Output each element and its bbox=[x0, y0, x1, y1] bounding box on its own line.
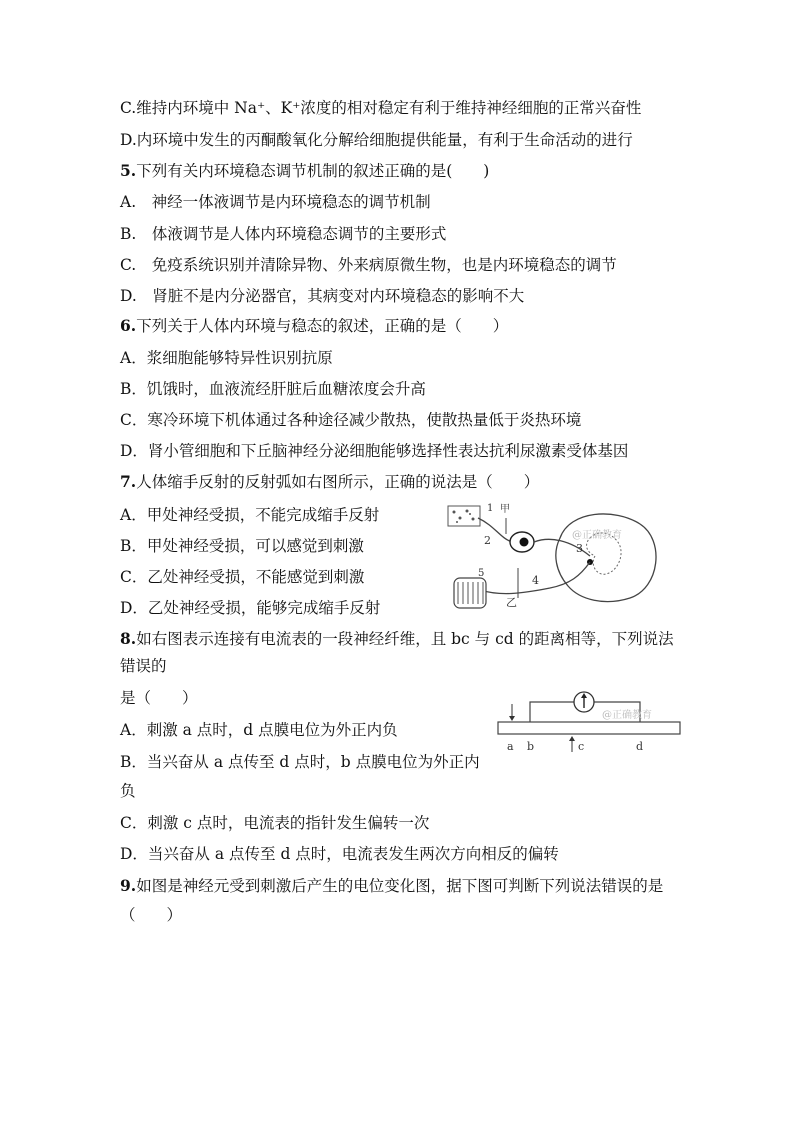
q7-option-d: D．乙处神经受损，能够完成缩手反射 bbox=[120, 599, 381, 617]
muscle-icon bbox=[454, 578, 486, 608]
q6-stem-text: 下列关于人体内环境与稳态的叙述，正确的是（ ） bbox=[136, 317, 509, 335]
spinal-cord bbox=[556, 514, 656, 602]
q5-option-c: C. 免疫系统识别并清除异物、外来病原微生物，也是内环境稳态的调节 bbox=[120, 256, 617, 274]
label-d: d bbox=[636, 740, 644, 753]
q9-paren: （ ） bbox=[120, 906, 183, 924]
reflex-arc-figure bbox=[440, 498, 685, 616]
q4-option-d: D.内环境中发生的丙酮酸氧化分解给细胞提供能量，有利于生命活动的进行 bbox=[120, 131, 633, 149]
label-1: 1 bbox=[487, 503, 494, 514]
q5-option-a: A. 神经一体液调节是内环境稳态的调节机制 bbox=[120, 193, 431, 211]
receptor-icon bbox=[448, 506, 480, 526]
q9-stem bbox=[120, 876, 663, 896]
q8-option-b-cont: 负 bbox=[120, 782, 136, 800]
q5-option-b: B. 体液调节是人体内环境稳态调节的主要形式 bbox=[120, 225, 447, 243]
q8-number: 8. bbox=[120, 629, 137, 648]
q7-number: 7. bbox=[120, 472, 137, 491]
q8-stem-line2: 错误的 bbox=[120, 657, 167, 675]
nerve-fiber bbox=[498, 722, 680, 734]
q8-option-a: A．刺激 a 点时，d 点膜电位为外正内负 bbox=[120, 721, 398, 739]
q6-option-b: B．饥饿时，血液流经肝脏后血糖浓度会升高 bbox=[120, 380, 426, 398]
q8-option-c: C．刺激 c 点时，电流表的指针发生偏转一次 bbox=[120, 814, 430, 832]
q5-stem bbox=[120, 161, 489, 181]
q4-option-c: C.维持内环境中 Na⁺、K⁺浓度的相对稳定有利于维持神经细胞的正常兴奋性 bbox=[120, 99, 642, 117]
q9-number: 9. bbox=[120, 876, 137, 895]
q7-stem bbox=[120, 472, 539, 492]
label-a: a bbox=[507, 740, 514, 753]
q6-stem bbox=[120, 316, 508, 336]
q8-stem-text: 如右图表示连接有电流表的一段神经纤维，且 bc 与 cd 的距离相等，下列说法 bbox=[136, 630, 674, 648]
label-jia: 甲 bbox=[500, 504, 510, 515]
q8-stem-line1 bbox=[120, 629, 674, 649]
q5-option-d: D. 肾脏不是内分泌器官，其病变对内环境稳态的影响不大 bbox=[120, 287, 525, 305]
q8-option-b: B．当兴奋从 a 点传至 d 点时，b 点膜电位为外正内 bbox=[120, 753, 480, 771]
label-yi: 乙 bbox=[506, 596, 517, 609]
q7-option-c: C．乙处神经受损，不能感觉到刺激 bbox=[120, 568, 365, 586]
q6-option-c: C．寒冷环境下机体通过各种途径减少散热，使散热量低于炎热环境 bbox=[120, 411, 582, 429]
q6-option-a: A．浆细胞能够特异性识别抗原 bbox=[120, 349, 333, 367]
label-2: 2 bbox=[484, 534, 491, 547]
q8-stem-line3: 是（ ） bbox=[120, 689, 198, 707]
q6-option-d: D．肾小管细胞和下丘脑神经分泌细胞能够选择性表达抗利尿激素受体基因 bbox=[120, 442, 629, 460]
label-3: 3 bbox=[576, 542, 583, 555]
q6-number: 6. bbox=[120, 316, 137, 335]
label-b: b bbox=[527, 740, 535, 753]
nerve-fiber-figure bbox=[494, 688, 684, 758]
q8-option-d: D．当兴奋从 a 点传至 d 点时，电流表发生两次方向相反的偏转 bbox=[120, 845, 559, 863]
watermark: @正确教育 bbox=[602, 710, 652, 721]
q7-option-a: A．甲处神经受损，不能完成缩手反射 bbox=[120, 506, 380, 524]
label-4: 4 bbox=[532, 574, 539, 587]
label-c: c bbox=[578, 740, 585, 753]
watermark: @正确教育 bbox=[572, 530, 622, 541]
q9-stem-text: 如图是神经元受到刺激后产生的电位变化图，据下图可判断下列说法错误的是 bbox=[136, 877, 664, 895]
q7-stem-text: 人体缩手反射的反射弧如右图所示，正确的说法是（ ） bbox=[136, 473, 540, 491]
q7-option-b: B．甲处神经受损，可以感觉到刺激 bbox=[120, 537, 364, 555]
label-5: 5 bbox=[478, 568, 485, 579]
q5-number: 5. bbox=[120, 161, 137, 180]
q5-stem-text: 下列有关内环境稳态调节机制的叙述正确的是( ) bbox=[136, 162, 490, 180]
